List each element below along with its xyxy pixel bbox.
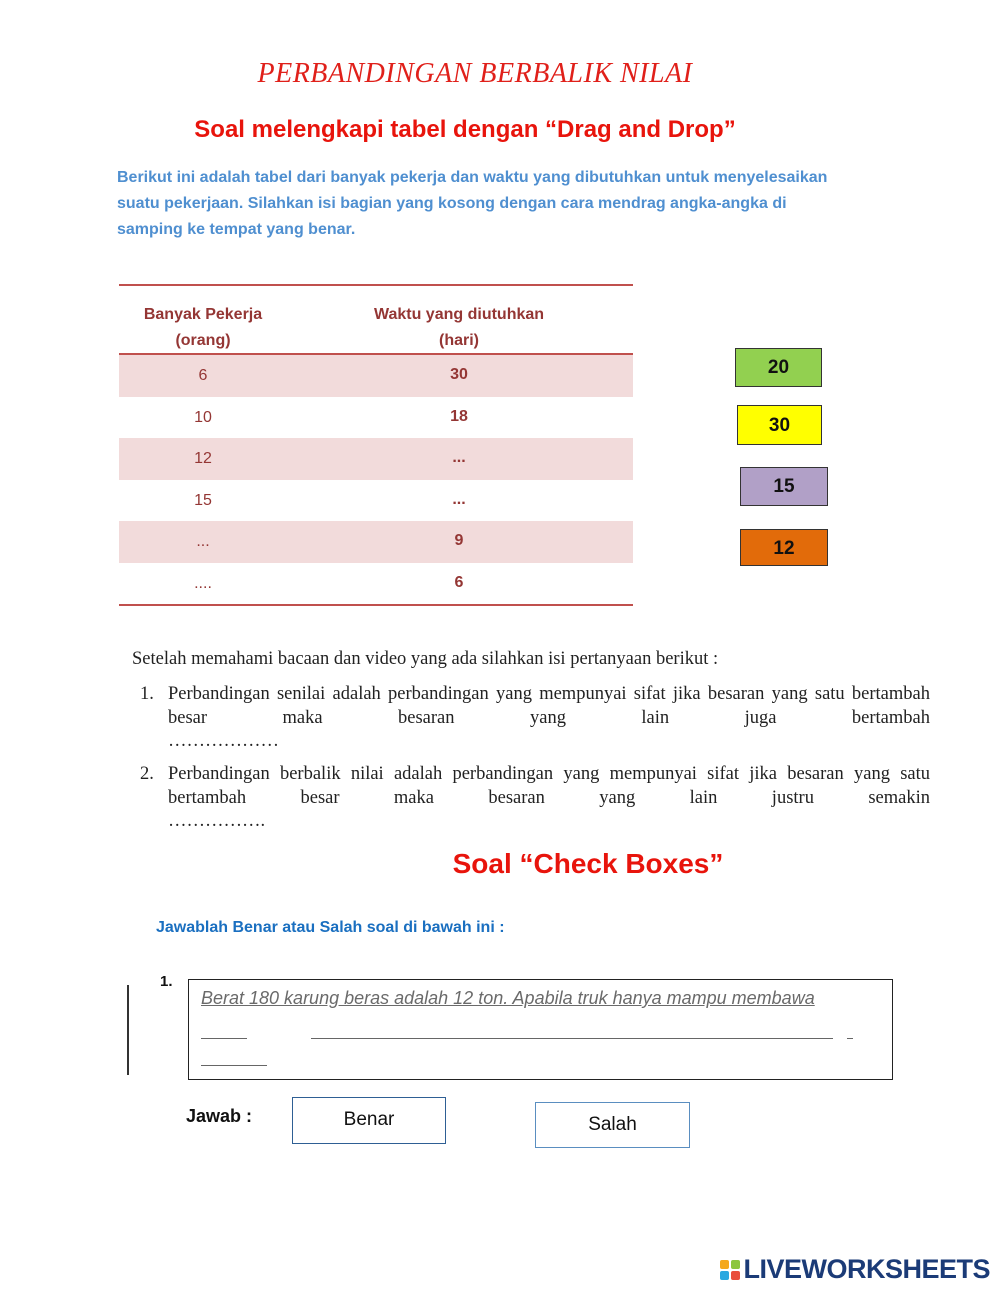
page-title: PERBANDINGAN BERBALIK NILAI — [257, 58, 693, 89]
check-boxes-heading: Soal “Check Boxes” — [452, 848, 724, 879]
days-drop-slot[interactable]: ... — [452, 490, 466, 508]
logo-square — [731, 1260, 740, 1269]
workers-cell: 15 — [194, 491, 212, 509]
workers-cell: 12 — [194, 450, 212, 467]
table-row — [119, 397, 633, 439]
true-option-button[interactable]: Benar — [292, 1097, 446, 1144]
header-days-label: Waktu yang diutuhkan — [373, 306, 545, 323]
workers-days-table — [119, 284, 633, 606]
question-number: 1. — [160, 973, 173, 990]
table-row — [119, 438, 633, 480]
table-row — [119, 355, 633, 397]
answer-label: Jawab : — [186, 1106, 253, 1126]
days-cell: 30 — [450, 366, 468, 383]
drag-tile-12[interactable]: 12 — [740, 529, 828, 566]
question-text: Perbandingan berbalik nilai adalah perbandingan yang mempunyai sifat jika besaran yang satu bertambah besar maka besaran yang lain justru semakin — [168, 764, 930, 808]
question-box — [188, 979, 893, 1080]
blank-line — [201, 1065, 267, 1066]
table-bottom-rule — [119, 604, 633, 606]
logo-mark-icon — [720, 1260, 740, 1280]
table-row — [119, 563, 633, 605]
table-row — [119, 521, 633, 563]
header-days-unit: (hari) — [439, 332, 479, 349]
margin-bar — [127, 985, 129, 1075]
liveworksheets-logo — [720, 1254, 990, 1285]
answer-blank[interactable]: ……………… — [168, 731, 279, 751]
answer-blank[interactable]: ……………. — [168, 811, 266, 831]
drag-tile-30[interactable]: 30 — [737, 405, 822, 445]
workers-drop-slot[interactable]: ... — [196, 533, 210, 550]
drag-tile-20[interactable]: 20 — [735, 348, 822, 387]
question-item — [140, 683, 930, 754]
header-workers-label: Banyak Pekerja — [143, 306, 263, 323]
days-cell: 9 — [454, 532, 464, 549]
question-item — [140, 763, 930, 834]
logo-square — [720, 1271, 729, 1280]
question-number: 1. — [140, 684, 154, 704]
drag-drop-heading: Soal melengkapi tabel dengan “Drag and Drop” — [194, 116, 736, 143]
table-header — [119, 286, 633, 353]
days-cell: 18 — [450, 407, 468, 425]
workers-drop-slot[interactable]: .... — [194, 574, 212, 592]
blank-line — [311, 1038, 833, 1039]
workers-cell: 6 — [198, 367, 208, 384]
blank-line — [847, 1038, 853, 1039]
header-days — [349, 302, 569, 354]
workers-cell: 10 — [194, 408, 212, 426]
logo-square — [720, 1260, 729, 1269]
logo-square — [731, 1271, 740, 1280]
header-workers-unit: (orang) — [175, 332, 231, 349]
blank-line — [201, 1038, 247, 1039]
drag-tile-15[interactable]: 15 — [740, 467, 828, 506]
header-workers — [119, 302, 287, 354]
question-number: 2. — [140, 764, 154, 784]
questions-intro: Setelah memahami bacaan dan video yang ada silahkan isi pertanyaan berikut : — [132, 649, 719, 669]
days-cell: 6 — [454, 573, 464, 591]
intro-paragraph: Berikut ini adalah tabel dari banyak pekerja dan waktu yang dibutuhkan untuk menyelesaikan suatu pekerjaan. Silahkan isi bagian yang kosong dengan cara mendrag angka-angka di samping ke tempat yang benar. — [117, 169, 828, 238]
question-text: Perbandingan senilai adalah perbandingan yang mempunyai sifat jika besaran yang satu bertambah besar maka besaran yang lain juga bertambah — [168, 684, 930, 728]
false-option-button[interactable]: Salah — [535, 1102, 690, 1148]
table-row — [119, 480, 633, 522]
days-drop-slot[interactable]: ... — [452, 449, 466, 466]
check-boxes-instruction: Jawablah Benar atau Salah soal di bawah ini : — [156, 919, 505, 936]
question-text: Berat 180 karung beras adalah 12 ton. Apabila truk hanya mampu membawa — [201, 988, 815, 1008]
logo-text: LIVEWORKSHEETS — [743, 1254, 990, 1284]
